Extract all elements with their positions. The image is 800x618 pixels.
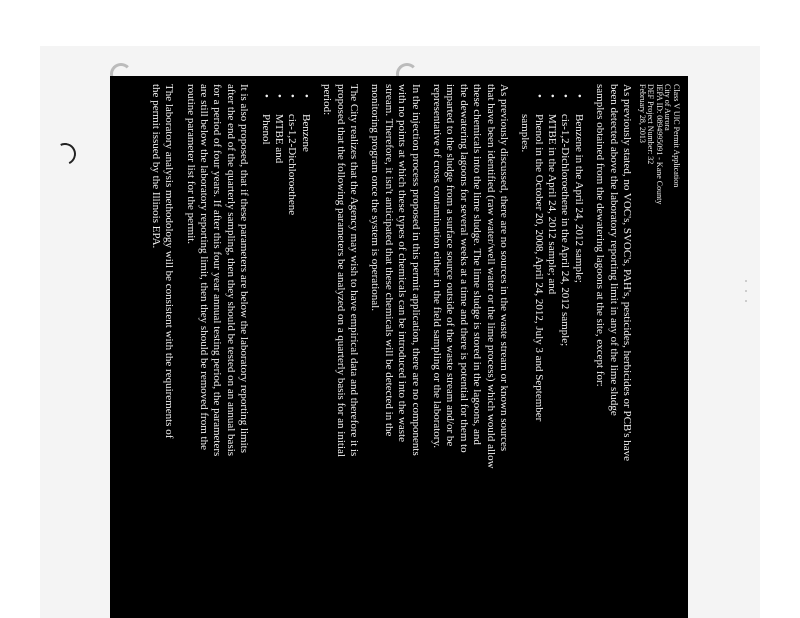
rotated-text-block [110,76,688,618]
bullet-icon: • [286,94,299,98]
text-line: imparted to the sludge from a surface source outside of the waste stream and/or be [444,84,457,447]
list-item-text: cis-1,2-Dichloroethene [286,114,299,216]
parameter-list [258,84,312,614]
list-item [558,84,571,614]
text-line: stream. Therefore, it isn't anticipated that these chemicals will be detected in the [382,84,395,437]
list-item [545,84,558,614]
scan-artifact-dots [745,280,749,310]
text-line: The City realizes that the Agency may wish to have empirical data and therefore it is [348,84,360,457]
text-line: been detected above the laboratory reporting limit in any of the lime sludge [607,84,620,416]
text-line: with no points at which these types of chemicals can be introduced into the waste [396,84,409,443]
paragraph-proposal [320,84,360,614]
text-line: are still below the laboratory reporting limit, then they should be removed from the [198,84,211,450]
list-item-text: Benzene in the April 24, 2012 sample; [572,114,585,283]
text-line: It is also proposed, that if these parameters are below the laboratory reporting limits [238,84,251,453]
bullet-icon: • [532,94,545,98]
text-line: period: [321,84,334,116]
bullet-icon: • [273,94,286,98]
text-line: In the injection process proposed in this permit application, there are no components [409,84,422,456]
detected-chemicals-list [518,84,585,614]
paragraph-injection [368,84,422,614]
text-line: As previously discussed, there are no sources in the waste stream or known sources [497,84,510,452]
header-line: IEPA ID: 0894995091 - Kane County [654,84,664,205]
text-line: routine parameter list for the permit. [184,84,197,245]
text-line: As previously stated, no VOC's, SVOC's, PAH's, pesticides, herbicides or PCB's have [621,84,634,462]
paragraph-sources [430,84,510,614]
list-item-continuation [518,84,531,614]
header-line: DEF Project Number: 32 [646,84,656,165]
text-line: that have been identified (raw water/well water or the lime process) which would allow [484,84,497,469]
text-line: representative of cross contamination either in the field sampling or the laboratory. [430,84,443,448]
bullet-icon: • [546,94,559,98]
list-item-text: Phenol in the October 20, 2008, April 24, 2012, July 3 and September [532,114,545,422]
text-line: these chemicals into the lime sludge. The lime sludge is stored in the lagoons, and [471,84,484,445]
text-line: for a period of four years. If after this four year annual testing period, the parameters [211,84,224,457]
text-line: the permit issued by the Illinois EPA. [149,84,162,249]
text-line: the dewatering lagoons for several weeks at a time and there is potential for them to [457,84,470,453]
text-line: samples obtained from the dewatering lagoons at the site, except for: [594,84,607,387]
list-item [571,84,584,614]
list-item-text: samples. [519,114,532,153]
bullet-icon: • [559,94,572,98]
list-item-text: cis-1,2-Dichloroethene in the April 24, 2012 sample; [559,114,572,347]
list-item [272,84,285,614]
list-item [258,84,271,614]
bullet-icon: • [299,94,312,98]
bullet-icon: • [259,94,272,98]
document-page [110,76,688,618]
document-header [637,84,680,614]
list-item [298,84,311,614]
paragraph-methodology [149,84,176,614]
header-line: February 28, 2013 [637,84,647,143]
paragraph-followup [183,84,250,614]
text-line: proposed that the following parameters be analyzed on a quarterly basis for an initial [334,84,347,457]
list-item-text: MTBE in the April 24, 2012 sample; and [546,114,559,295]
header-line: City of Aurora [663,84,673,131]
list-item-text: MTBE and [273,114,286,164]
text-line: monitoring program once the system is operational. [369,84,382,311]
text-line: after the end of the quarterly sampling, then they should be tested on an annual basis [224,84,237,457]
list-item-text: Phenol [259,114,272,145]
header-line: Class V UIC Permit Application [672,84,681,188]
list-item [285,84,298,614]
text-line: The laboratory analysis methodology will be consistent with the requirements of [163,84,176,439]
list-item-text: Benzene [299,114,312,152]
list-item [531,84,544,614]
bullet-icon: • [572,94,585,98]
paragraph-intro [593,84,633,614]
